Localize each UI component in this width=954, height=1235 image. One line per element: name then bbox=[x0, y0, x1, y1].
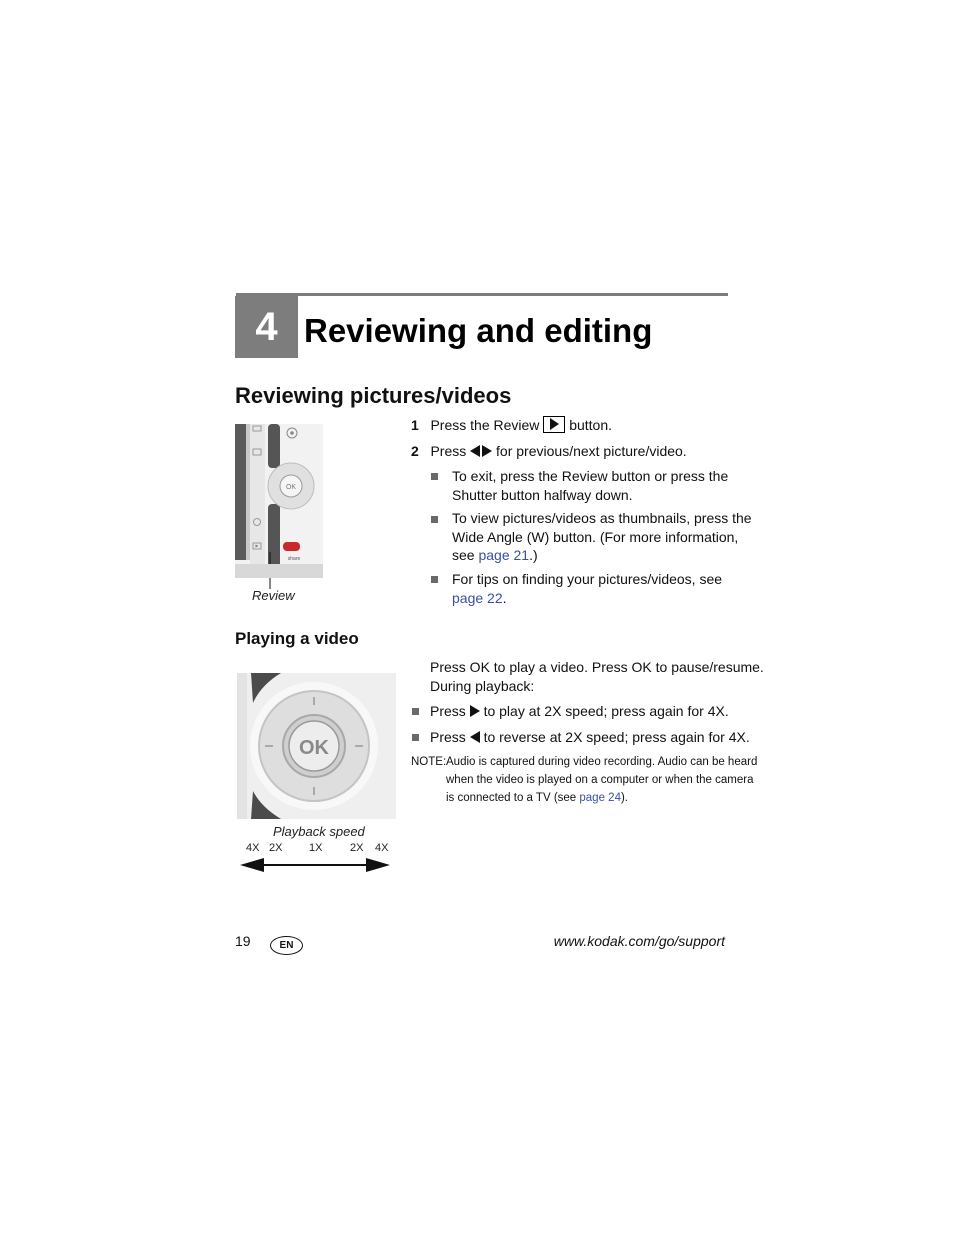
dpad-illustration bbox=[237, 673, 396, 819]
bullet-exit-line-2: Shutter button halfway down. bbox=[452, 486, 633, 503]
bullet-thumbnails-line-1: To view pictures/videos as thumbnails, press the bbox=[452, 510, 752, 526]
speed-label: 4X bbox=[375, 842, 389, 854]
video-intro bbox=[430, 658, 764, 695]
bullet-reverse: Press to reverse at 2X speed; press again for 4X. bbox=[430, 729, 750, 745]
bullet-tips-line-1: For tips on finding your pictures/videos, see bbox=[452, 571, 723, 587]
bullet-forward: Press to play at 2X speed; press again for 4X. bbox=[430, 703, 729, 719]
speed-label: 2X bbox=[269, 842, 283, 854]
bullet-square-icon bbox=[431, 473, 438, 480]
bullet-square-icon bbox=[431, 516, 438, 523]
link-page-21[interactable]: page 21 bbox=[478, 547, 530, 563]
dpad-ok-label: OK bbox=[299, 737, 329, 759]
video-intro-line-2: During playback: bbox=[430, 677, 535, 694]
camera-ok-label: OK bbox=[285, 484, 297, 491]
step-2-text: Press bbox=[430, 443, 467, 459]
bullet-square-icon bbox=[431, 576, 438, 583]
left-arrow-icon bbox=[470, 445, 480, 457]
bullet-square-icon bbox=[412, 734, 419, 741]
link-page-22[interactable]: page 22 bbox=[452, 589, 503, 606]
step-2-number: 2 bbox=[411, 443, 419, 459]
note-line-1: Audio is captured during video recording. Audio can be heard bbox=[446, 756, 758, 768]
speed-label: 4X bbox=[246, 842, 260, 854]
chapter-number-box bbox=[235, 296, 298, 358]
note-text bbox=[446, 753, 757, 807]
video-intro-line-1: Press OK to play a video. Press OK to pause/resume. bbox=[430, 659, 764, 675]
camera-share-label: share bbox=[287, 556, 301, 562]
review-button-icon bbox=[543, 416, 565, 433]
bullet-thumbnails bbox=[452, 509, 752, 565]
bullet-exit bbox=[452, 467, 728, 504]
double-arrow-icon bbox=[240, 857, 390, 873]
step-1-text: Press the Review bbox=[430, 417, 540, 433]
left-arrow-icon bbox=[470, 731, 480, 743]
bullet-thumbnails-line-2: Wide Angle (W) button. (For more information, bbox=[452, 528, 739, 545]
chapter-title: Reviewing and editing bbox=[304, 312, 653, 349]
speed-label: 2X bbox=[350, 842, 364, 854]
bullet-square-icon bbox=[412, 708, 419, 715]
step-2-text-end: for previous/next picture/video. bbox=[496, 443, 687, 459]
note-line-2: when the video is played on a computer or when the camera bbox=[446, 774, 754, 786]
bullet-exit-line-1: To exit, press the Review button or press the bbox=[452, 468, 729, 484]
right-arrow-icon bbox=[470, 705, 480, 717]
review-caption: Review bbox=[252, 588, 295, 603]
note-label: NOTE: bbox=[411, 756, 447, 768]
section-title: Reviewing pictures/videos bbox=[235, 383, 512, 408]
chapter-number: 4 bbox=[255, 304, 278, 349]
language-badge: EN bbox=[270, 936, 303, 955]
bullet-tips-line-2: page 22. bbox=[452, 589, 507, 606]
speed-label: 1X bbox=[309, 842, 323, 854]
step-1 bbox=[411, 416, 612, 435]
note-line-3: is connected to a TV (see page 24). bbox=[446, 792, 628, 804]
step-1-text-end: button. bbox=[569, 417, 613, 433]
subsection-title: Playing a video bbox=[235, 629, 359, 648]
support-url[interactable]: www.kodak.com/go/support bbox=[553, 933, 725, 949]
bullet-thumbnails-line-3: see page 21.) bbox=[452, 547, 538, 563]
step-1-number: 1 bbox=[411, 417, 419, 433]
bullet-tips bbox=[452, 570, 722, 607]
step-2 bbox=[411, 442, 687, 461]
playback-speed-caption: Playback speed bbox=[273, 824, 365, 839]
page-number: 19 bbox=[235, 933, 251, 949]
right-arrow-icon bbox=[482, 445, 492, 457]
chapter-rule bbox=[236, 293, 728, 296]
link-page-24[interactable]: page 24 bbox=[579, 792, 621, 804]
camera-back-illustration bbox=[235, 424, 325, 604]
